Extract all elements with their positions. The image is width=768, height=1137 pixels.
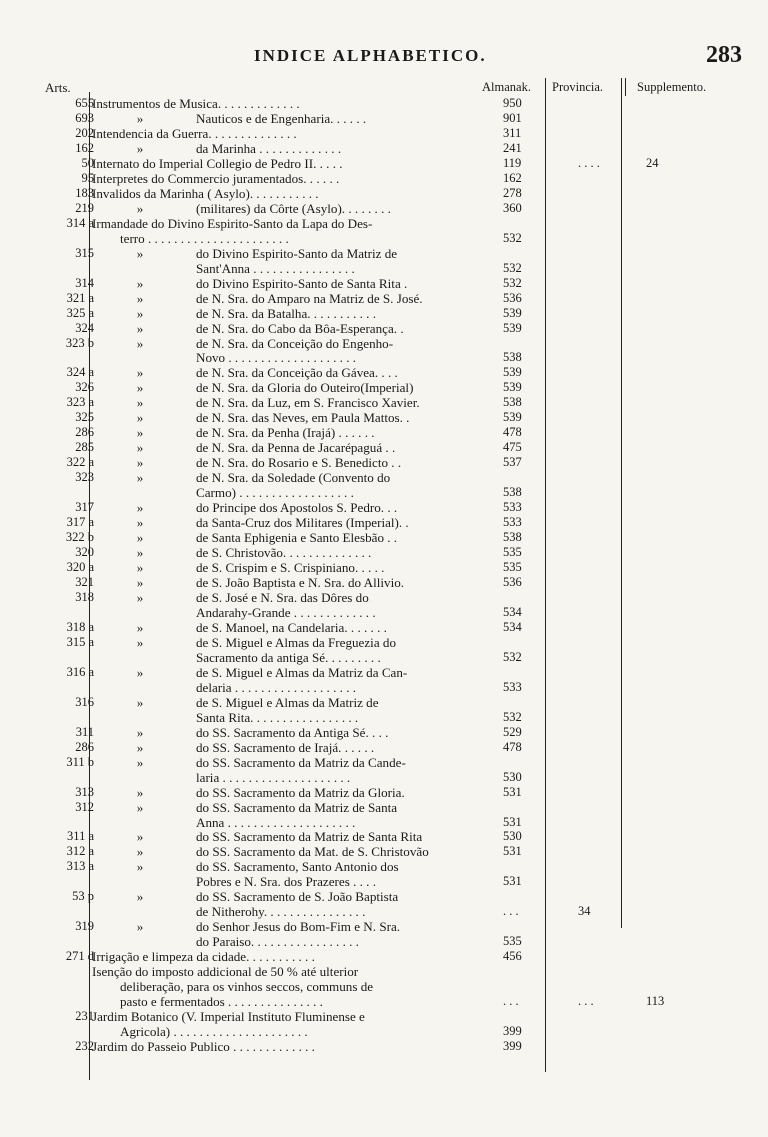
- ditto-mark: »: [136, 545, 144, 561]
- ditto-mark: »: [136, 425, 144, 441]
- article-number: 313 a: [66, 859, 94, 874]
- column-header-arts: Arts.: [45, 80, 71, 95]
- index-row: [0, 126, 768, 141]
- ditto-mark: »: [136, 844, 144, 860]
- index-row: [0, 380, 768, 395]
- ditto-mark: »: [136, 919, 144, 935]
- entry-text: de N. Sra. da Luz, em S. Francisco Xavier.: [196, 395, 420, 411]
- entry-text: Irrigação e limpeza da cidade. . . . . . . . . . .: [92, 949, 315, 965]
- index-row: [0, 231, 768, 246]
- entry-text: (militares) da Côrte (Asylo). . . . . . . .: [196, 200, 391, 216]
- entry-text: de N. Sra. do Rosario e S. Benedicto . .: [196, 455, 402, 471]
- ditto-mark: »: [136, 560, 144, 576]
- ditto-mark: »: [136, 694, 144, 710]
- entry-text: de N. Sra. da Gloria do Outeiro(Imperial): [196, 380, 414, 396]
- almanak-page: 538: [503, 395, 522, 410]
- almanak-page: 537: [503, 455, 522, 470]
- entry-text: de Santa Ephigenia e Santo Elesbão . .: [196, 530, 398, 546]
- entry-text: do Paraiso. . . . . . . . . . . . . . . . .: [196, 934, 359, 950]
- ditto-mark: »: [136, 200, 144, 216]
- entry-text: Novo . . . . . . . . . . . . . . . . . . . .: [196, 350, 357, 366]
- article-number: 325 a: [66, 305, 94, 320]
- index-row: [0, 1024, 768, 1039]
- article-number: 321: [75, 575, 94, 589]
- index-row: [0, 1039, 768, 1054]
- index-row: [0, 96, 768, 111]
- index-row: [0, 889, 768, 904]
- almanak-page: 478: [503, 425, 522, 440]
- almanak-page: 538: [503, 485, 522, 500]
- entry-text: delaria . . . . . . . . . . . . . . . . . . .: [196, 679, 357, 695]
- index-row: [0, 934, 768, 949]
- ditto-mark: »: [136, 365, 144, 381]
- index-row: [0, 635, 768, 650]
- index-row: [0, 306, 768, 321]
- index-row: [0, 395, 768, 410]
- entry-text: Anna . . . . . . . . . . . . . . . . . . . .: [196, 814, 356, 830]
- provincia-page: . . . .: [578, 155, 600, 170]
- almanak-page: 535: [503, 560, 522, 575]
- almanak-page: 530: [503, 829, 522, 844]
- entry-text: do SS. Sacramento da Mat. de S. Christovão: [196, 844, 429, 860]
- article-number: 316 a: [66, 664, 94, 679]
- article-number: 50: [81, 155, 94, 170]
- index-row: [0, 994, 768, 1009]
- ditto-mark: »: [136, 305, 144, 321]
- entry-text: terro . . . . . . . . . . . . . . . . . . . . . .: [120, 230, 289, 246]
- ditto-mark: »: [136, 575, 144, 590]
- index-row: [0, 261, 768, 276]
- article-number: 320: [75, 545, 94, 560]
- article-number: 323: [75, 470, 94, 485]
- article-number: 311 a: [67, 829, 94, 844]
- index-row: [0, 440, 768, 455]
- index-row: [0, 111, 768, 126]
- entry-text: da Santa-Cruz dos Militares (Imperial). .: [196, 515, 409, 531]
- index-row: [0, 186, 768, 201]
- entry-text: de N. Sra. da Penha (Irajá) . . . . . .: [196, 425, 375, 441]
- almanak-page: 535: [503, 934, 522, 949]
- almanak-page: 278: [503, 185, 522, 200]
- entry-text: de Nitherohy. . . . . . . . . . . . . . . .: [196, 904, 366, 920]
- index-row: [0, 755, 768, 770]
- article-number: 315: [75, 245, 94, 260]
- ditto-mark: »: [136, 110, 144, 126]
- index-row: [0, 725, 768, 740]
- index-row: [0, 470, 768, 485]
- index-row: [0, 800, 768, 815]
- index-row: [0, 410, 768, 425]
- almanak-page: 311: [503, 125, 522, 140]
- article-number: 315 a: [66, 634, 94, 649]
- index-row: [0, 620, 768, 635]
- index-row: [0, 530, 768, 545]
- entry-text: do SS. Sacramento de Irajá. . . . . .: [196, 739, 375, 755]
- index-row: [0, 500, 768, 515]
- entry-text: do SS. Sacramento, Santo Antonio dos: [196, 859, 399, 875]
- index-row: [0, 919, 768, 934]
- entry-text: Interpretes do Commercio juramentados. . . . . .: [92, 170, 340, 186]
- entry-text: do Divino Espirito-Santo de Santa Rita .: [196, 275, 408, 291]
- index-row: [0, 949, 768, 964]
- entry-text: de S. Miguel e Almas da Matriz de: [196, 694, 379, 710]
- almanak-page: 532: [503, 260, 522, 275]
- article-number: 322 b: [65, 530, 94, 545]
- entry-text: do SS. Sacramento da Matriz da Cande-: [196, 754, 406, 770]
- supplemento-page: 24: [646, 155, 659, 170]
- entry-text: laria . . . . . . . . . . . . . . . . . . . .: [196, 769, 351, 785]
- almanak-page: 532: [503, 230, 522, 245]
- index-row: [0, 171, 768, 186]
- almanak-page: . . .: [503, 994, 519, 1009]
- page-title: INDICE ALPHABETICO.: [254, 46, 487, 65]
- almanak-page: 241: [503, 140, 522, 155]
- almanak-page: 533: [503, 679, 522, 694]
- page-number: 283: [706, 42, 742, 68]
- ditto-mark: »: [136, 320, 144, 336]
- article-number: 317 a: [66, 515, 94, 530]
- ditto-mark: »: [136, 440, 144, 456]
- article-number: 95: [81, 170, 94, 185]
- provincia-page: . . .: [578, 994, 594, 1009]
- article-number: 271 d: [65, 949, 94, 964]
- entry-text: Invalidos da Marinha ( Asylo). . . . . . . . . . .: [92, 185, 319, 201]
- entry-text: de S. José e N. Sra. das Dôres do: [196, 589, 369, 605]
- ditto-mark: »: [136, 589, 144, 605]
- article-number: 320 a: [66, 560, 94, 575]
- index-row: [0, 770, 768, 785]
- index-row: [0, 455, 768, 470]
- entry-text: de S. Miguel e Almas da Freguezia do: [196, 634, 396, 650]
- article-number: 321 a: [66, 290, 94, 305]
- entry-text: do Divino Espirito-Santo da Matriz de: [196, 245, 398, 261]
- index-row: [0, 695, 768, 710]
- entry-text: Pobres e N. Sra. dos Prazeres . . . .: [196, 874, 377, 890]
- article-number: 312: [75, 799, 94, 814]
- index-row: [0, 336, 768, 351]
- ditto-mark: »: [136, 410, 144, 426]
- article-number: 311 b: [66, 754, 94, 769]
- entry-text: pasto e fermentados . . . . . . . . . . . . . . .: [120, 994, 323, 1010]
- page-header: [0, 42, 768, 72]
- index-row: [0, 321, 768, 336]
- entry-text: de S. Miguel e Almas da Matriz da Can-: [196, 664, 408, 680]
- index-row: [0, 665, 768, 680]
- entry-text: de N. Sra. da Soledade (Convento do: [196, 470, 391, 486]
- article-number: 183: [75, 185, 94, 200]
- almanak-page: 536: [503, 290, 522, 305]
- entry-text: de N. Sra. da Conceição da Gávea. . . .: [196, 365, 398, 381]
- index-row: [0, 605, 768, 620]
- ditto-mark: »: [136, 290, 144, 306]
- ditto-mark: »: [136, 470, 144, 486]
- almanak-page: 539: [503, 320, 522, 335]
- index-row: [0, 650, 768, 665]
- ditto-mark: »: [136, 515, 144, 531]
- index-row: [0, 859, 768, 874]
- ditto-mark: »: [136, 739, 144, 755]
- ditto-mark: »: [136, 380, 144, 396]
- article-number: 319: [75, 919, 94, 934]
- entry-text: de S. João Baptista e N. Sra. do Allivio.: [196, 575, 405, 590]
- index-row: [0, 216, 768, 231]
- almanak-page: 533: [503, 515, 522, 530]
- entry-text: do Senhor Jesus do Bom-Fim e N. Sra.: [196, 919, 401, 935]
- entry-text: do Principe dos Apostolos S. Pedro. . .: [196, 500, 398, 516]
- index-row: [0, 141, 768, 156]
- ditto-mark: »: [136, 500, 144, 516]
- entry-text: de N. Sra. da Penna de Jacarépaguá . .: [196, 440, 396, 456]
- entry-text: de N. Sra. do Amparo na Matriz de S. José.: [196, 290, 423, 306]
- index-row: [0, 515, 768, 530]
- article-number: 285: [75, 440, 94, 455]
- entry-text: Intendencia da Guerra. . . . . . . . . . . . . .: [92, 125, 297, 141]
- ditto-mark: »: [136, 859, 144, 875]
- index-row: [0, 964, 768, 979]
- almanak-page: 538: [503, 350, 522, 365]
- ditto-mark: »: [136, 724, 144, 740]
- entry-text: Sacramento da antiga Sé. . . . . . . . .: [196, 649, 381, 665]
- almanak-page: 119: [503, 155, 522, 170]
- almanak-page: . . .: [503, 904, 519, 919]
- entry-text: Irmandade do Divino Espirito-Santo da Lapa do Des-: [92, 215, 373, 231]
- ditto-mark: »: [136, 455, 144, 471]
- index-row: [0, 815, 768, 830]
- almanak-page: 539: [503, 305, 522, 320]
- entry-text: de N. Sra. da Conceição do Engenho-: [196, 335, 394, 351]
- almanak-page: 539: [503, 380, 522, 395]
- article-number: 323 b: [65, 335, 94, 350]
- ditto-mark: »: [136, 140, 144, 156]
- entry-text: de S. Crispim e S. Crispiniano. . . . .: [196, 560, 385, 576]
- article-number: 314: [75, 275, 94, 290]
- article-number: 322 a: [66, 455, 94, 470]
- almanak-page: 162: [503, 170, 522, 185]
- almanak-page: 530: [503, 769, 522, 784]
- almanak-page: 534: [503, 604, 522, 619]
- article-number: 655: [75, 96, 94, 110]
- almanak-page: 539: [503, 410, 522, 425]
- entry-text: Agricola) . . . . . . . . . . . . . . . . . . . . .: [120, 1024, 308, 1040]
- index-row: [0, 350, 768, 365]
- index-row: [0, 365, 768, 380]
- ditto-mark: »: [136, 889, 144, 905]
- index-row: [0, 785, 768, 800]
- entry-text: do SS. Sacramento da Antiga Sé. . . .: [196, 724, 389, 740]
- entry-text: Internato do Imperial Collegio de Pedro II. . . . .: [92, 155, 343, 171]
- ditto-mark: »: [136, 530, 144, 546]
- ditto-mark: »: [136, 335, 144, 351]
- index-row: [0, 979, 768, 994]
- entry-text: de N. Sra. da Batalha. . . . . . . . . . .: [196, 305, 377, 321]
- almanak-page: 532: [503, 709, 522, 724]
- index-row: [0, 590, 768, 605]
- almanak-page: 901: [503, 110, 522, 125]
- index-row: [0, 740, 768, 755]
- article-number: 202: [75, 125, 94, 140]
- entry-text: Isenção do imposto addicional de 50 % até ulterior: [92, 964, 359, 980]
- ditto-mark: »: [136, 395, 144, 411]
- article-number: 324 a: [66, 365, 94, 380]
- article-number: 318: [75, 589, 94, 604]
- index-row: [0, 560, 768, 575]
- ditto-mark: »: [136, 784, 144, 800]
- index-row: [0, 545, 768, 560]
- almanak-page: 529: [503, 724, 522, 739]
- almanak-page: 538: [503, 530, 522, 545]
- entry-text: do SS. Sacramento da Matriz de Santa: [196, 799, 398, 815]
- entry-text: do SS. Sacramento da Matriz de Santa Rita: [196, 829, 423, 845]
- entry-text: de N. Sra. do Cabo da Bôa-Esperança. .: [196, 320, 404, 336]
- index-entries: [0, 96, 768, 1054]
- article-number: 325: [75, 410, 94, 425]
- ditto-mark: »: [136, 275, 144, 291]
- index-row: [0, 276, 768, 291]
- almanak-page: 534: [503, 619, 522, 634]
- entry-text: Carmo) . . . . . . . . . . . . . . . . . .: [196, 485, 354, 501]
- index-row: [0, 201, 768, 216]
- ditto-mark: »: [136, 664, 144, 680]
- almanak-page: 531: [503, 784, 522, 799]
- entry-text: do SS. Sacramento de S. João Baptista: [196, 889, 399, 905]
- article-number: 311: [75, 724, 94, 739]
- article-number: 693: [75, 110, 94, 125]
- entry-text: deliberação, para os vinhos seccos, communs de: [120, 979, 374, 995]
- index-row: [0, 575, 768, 590]
- entry-text: do SS. Sacramento da Matriz da Gloria.: [196, 784, 405, 800]
- index-row: [0, 425, 768, 440]
- article-number: 318 a: [66, 619, 94, 634]
- column-header-almanak: Almanak.: [482, 80, 531, 94]
- article-number: 219: [75, 200, 94, 215]
- article-number: 313: [75, 784, 94, 799]
- ditto-mark: »: [136, 754, 144, 770]
- index-row: [0, 904, 768, 919]
- article-number: 53 p: [72, 889, 94, 904]
- entry-text: de S. Christovão. . . . . . . . . . . . . .: [196, 545, 372, 561]
- article-number: 317: [75, 500, 94, 515]
- article-number: 314 a: [66, 215, 94, 230]
- index-row: [0, 874, 768, 889]
- almanak-page: 399: [503, 1039, 522, 1054]
- almanak-page: 531: [503, 844, 522, 859]
- almanak-page: 399: [503, 1024, 522, 1039]
- entry-text: Jardim do Passeio Publico . . . . . . . . . . . . .: [92, 1039, 315, 1055]
- entry-text: Jardim Botanico (V. Imperial Instituto Fluminense e: [92, 1009, 365, 1025]
- article-number: 162: [75, 140, 94, 155]
- article-number: 312 a: [66, 844, 94, 859]
- index-row: [0, 710, 768, 725]
- almanak-page: 456: [503, 949, 522, 964]
- entry-text: de N. Sra. das Neves, em Paula Mattos. .: [196, 410, 410, 426]
- index-row: [0, 156, 768, 171]
- almanak-page: 950: [503, 96, 522, 110]
- index-row: [0, 1009, 768, 1024]
- almanak-page: 475: [503, 440, 522, 455]
- almanak-page: 360: [503, 200, 522, 215]
- supplemento-page: 113: [646, 994, 665, 1009]
- almanak-page: 532: [503, 275, 522, 290]
- index-row: [0, 291, 768, 306]
- article-number: 232: [75, 1039, 94, 1054]
- index-row: [0, 844, 768, 859]
- entry-text: de S. Manoel, na Candelaria. . . . . . .: [196, 619, 387, 635]
- almanak-page: 531: [503, 814, 522, 829]
- entry-text: Santa Rita. . . . . . . . . . . . . . . . .: [196, 709, 359, 725]
- index-row: [0, 829, 768, 844]
- index-row: [0, 246, 768, 261]
- almanak-page: 535: [503, 545, 522, 560]
- column-header-provincia: Provincia.: [552, 80, 604, 94]
- column-header-supplemento: Supplemento.: [637, 80, 707, 94]
- almanak-page: 536: [503, 575, 522, 589]
- article-number: 286: [75, 425, 94, 440]
- article-number: 323 a: [66, 395, 94, 410]
- almanak-page: 539: [503, 365, 522, 380]
- entry-text: Sant'Anna . . . . . . . . . . . . . . . .: [196, 260, 355, 276]
- entry-text: da Marinha . . . . . . . . . . . . .: [196, 140, 342, 156]
- ditto-mark: »: [136, 245, 144, 261]
- column-rule: [625, 78, 626, 96]
- entry-text: Instrumentos de Musica. . . . . . . . . . . . .: [92, 96, 300, 111]
- almanak-page: 478: [503, 739, 522, 754]
- provincia-page: 34: [578, 904, 591, 919]
- ditto-mark: »: [136, 634, 144, 650]
- article-number: 326: [75, 380, 94, 395]
- ditto-mark: »: [136, 619, 144, 635]
- article-number: 324: [75, 320, 94, 335]
- entry-text: Andarahy-Grande . . . . . . . . . . . . .: [196, 604, 376, 620]
- index-row: [0, 680, 768, 695]
- article-number: 231: [75, 1009, 94, 1024]
- almanak-page: 531: [503, 874, 522, 889]
- almanak-page: 533: [503, 500, 522, 515]
- article-number: 316: [75, 694, 94, 709]
- entry-text: Nauticos e de Engenharia. . . . . .: [196, 110, 367, 126]
- ditto-mark: »: [136, 799, 144, 815]
- article-number: 286: [75, 739, 94, 754]
- ditto-mark: »: [136, 829, 144, 845]
- almanak-page: 532: [503, 649, 522, 664]
- index-row: [0, 485, 768, 500]
